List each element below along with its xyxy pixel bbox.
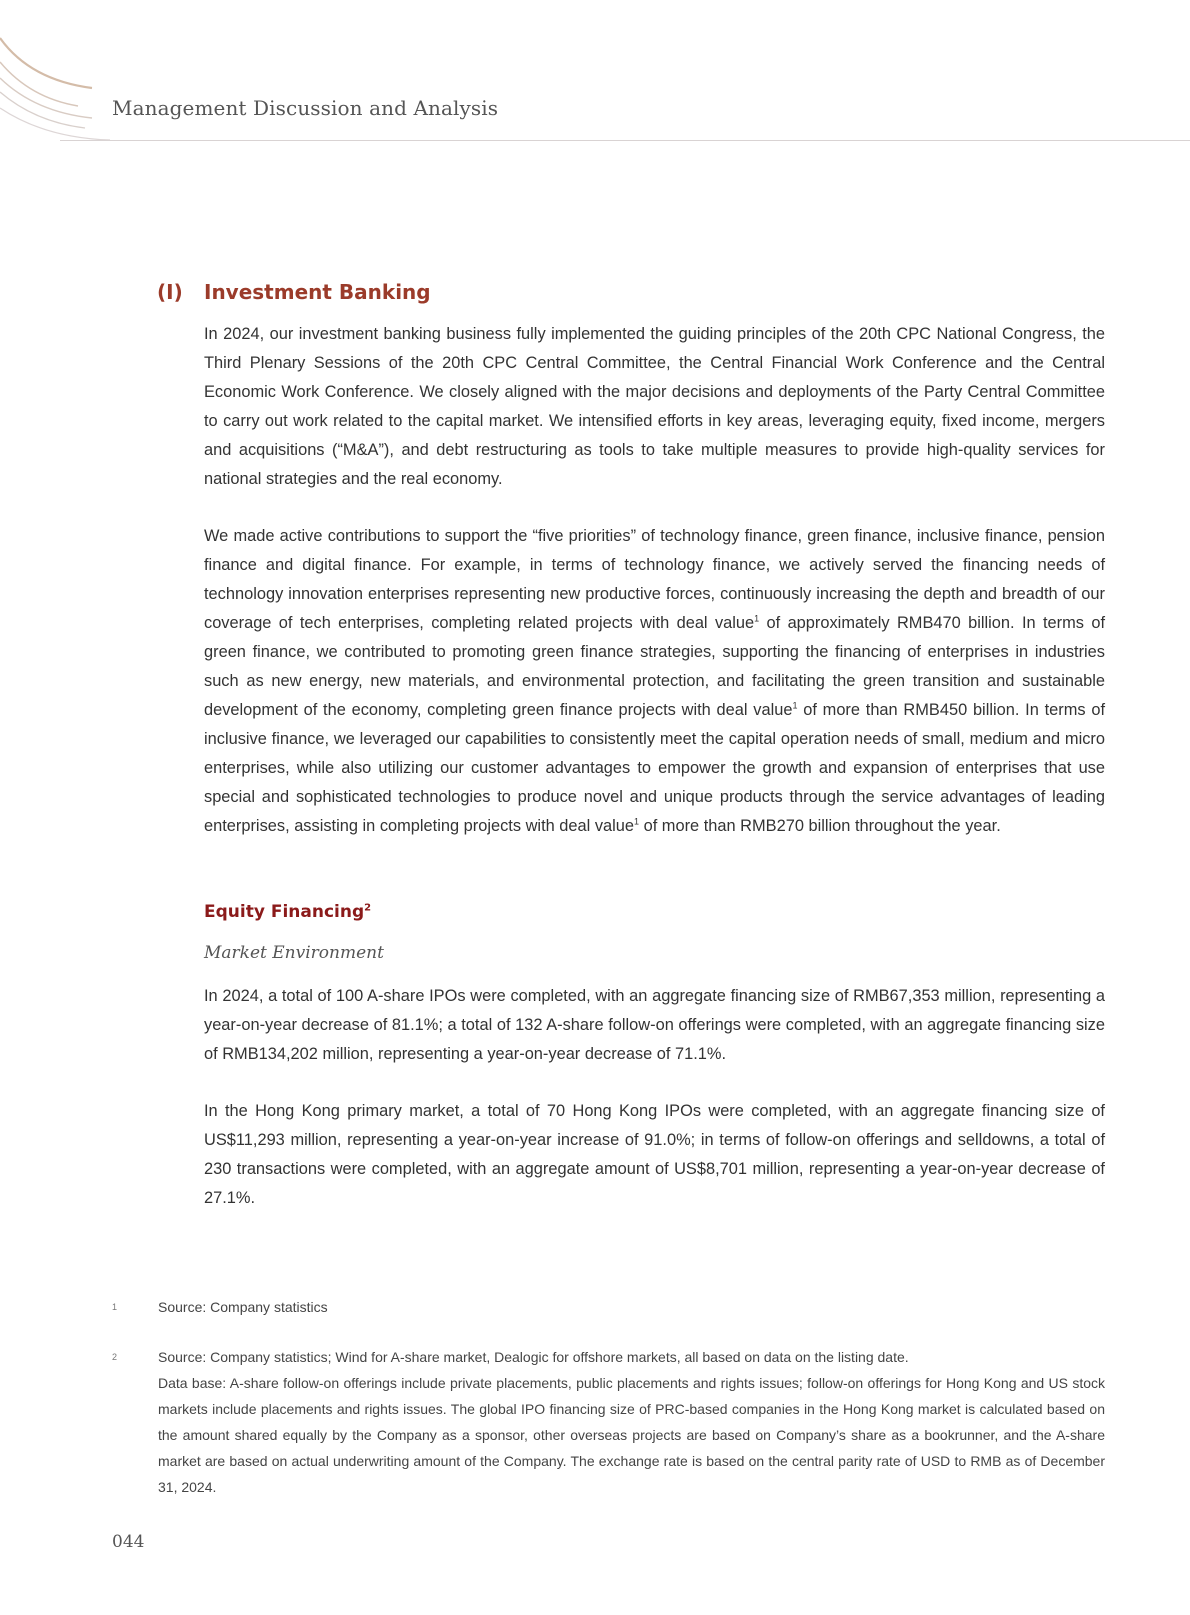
five-priorities-paragraph: We made active contributions to support the “five priorities” of technology finance, green finance, inclusive finance, pension finance and digital finance. For example, in terms of technology finance, we actively served the financing needs of technology innovation enterprises representing new productive forces, continuously increasing the depth and breadth of our coverage of tech enterprises, completing related projects with deal value$^1$ of approximately RMB470 billion. In terms of green finance, we contributed to promoting green finance strategies, supporting the financing of enterprises in industries such as new energy, new materials, and environmental protection, and facilitating the green transition and sustainable development of the economy, completing green finance projects with deal value$^1$ of more than RMB450 billion. In terms of inclusive finance, we leveraged our capabilities to consistently meet the capital operation needs of small, medium and micro enterprises, while also utilizing our customer advantages to empower the growth and expansion of enterprises that use special and sophisticated technologies to produce novel and unique products through the service advantages of leading enterprises, assisting in completing projects with deal value$^1$ of more than RMB270 billion throughout the year. [204,527,1105,835]
footnote-ref[interactable]: 1 [754,613,760,624]
page-number: 044 [112,1532,145,1552]
footnote-ref[interactable]: 2 [364,902,372,914]
footnote-ref[interactable]: 1 [634,816,640,827]
header-divider [60,140,1190,141]
section-heading [157,280,431,304]
footnote-text: Source: Company statistics [158,1299,328,1315]
equity-financing-heading: Equity Financing$^2$ [204,902,372,922]
header-arc-decoration [0,30,110,150]
section-title: Investment Banking [204,280,431,304]
running-header-title: Management Discussion and Analysis [112,96,499,120]
footnote-mark: 2 [112,1352,118,1362]
footnote-mark: 1 [112,1302,118,1312]
market-environment-heading: Market Environment [204,943,384,963]
hong-kong-paragraph: In the Hong Kong primary market, a total of 70 Hong Kong IPOs were completed, with an aggregate financing size of US$11,293 million, representing a year-on-year increase of 91.0%; in terms of follow-on offerings and selldowns, a total of 230 transactions were completed, with an aggregate amount of US$8,701 million, representing a year-on-year decrease of 27.1%. [204,1102,1105,1207]
section-number: (I) [157,280,183,304]
footnote-text: Data base: A-share follow-on offerings include private placements, public placements and rights issues; follow-on offerings for Hong Kong and US stock markets include placements and rights issues. The global IPO financing size of PRC-based companies in the Hong Kong market is calculated based on the amount shared equally by the Company as a sponsor, other overseas projects are based on Company’s share as a bookrunner, and the A-share market are based on actual underwriting amount of the Company. The exchange rate is based on the central parity rate of USD to RMB as of December 31, 2024. [158,1375,1105,1495]
footnote-text: Source: Company statistics; Wind for A-share market, Dealogic for offshore markets, all based on data on the listing date. [158,1349,909,1365]
intro-paragraph: In 2024, our investment banking business fully implemented the guiding principles of the 20th CPC National Congress, the Third Plenary Sessions of the 20th CPC Central Committee, the Central Financial Work Conference and the Central Economic Work Conference. We closely aligned with the major decisions and deployments of the Party Central Committee to carry out work related to the capital market. We intensified efforts in key areas, leveraging equity, fixed income, mergers and acquisitions (“M&A”), and debt restructuring as tools to take multiple measures to provide high-quality services for national strategies and the real economy. [204,325,1105,488]
footnote-ref[interactable]: 1 [792,700,798,711]
a-share-paragraph: In 2024, a total of 100 A-share IPOs were completed, with an aggregate financing size of RMB67,353 million, representing a year-on-year decrease of 81.1%; a total of 132 A-share follow-on offerings were completed, with an aggregate financing size of RMB134,202 million, representing a year-on-year decrease of 71.1%. [204,987,1105,1063]
